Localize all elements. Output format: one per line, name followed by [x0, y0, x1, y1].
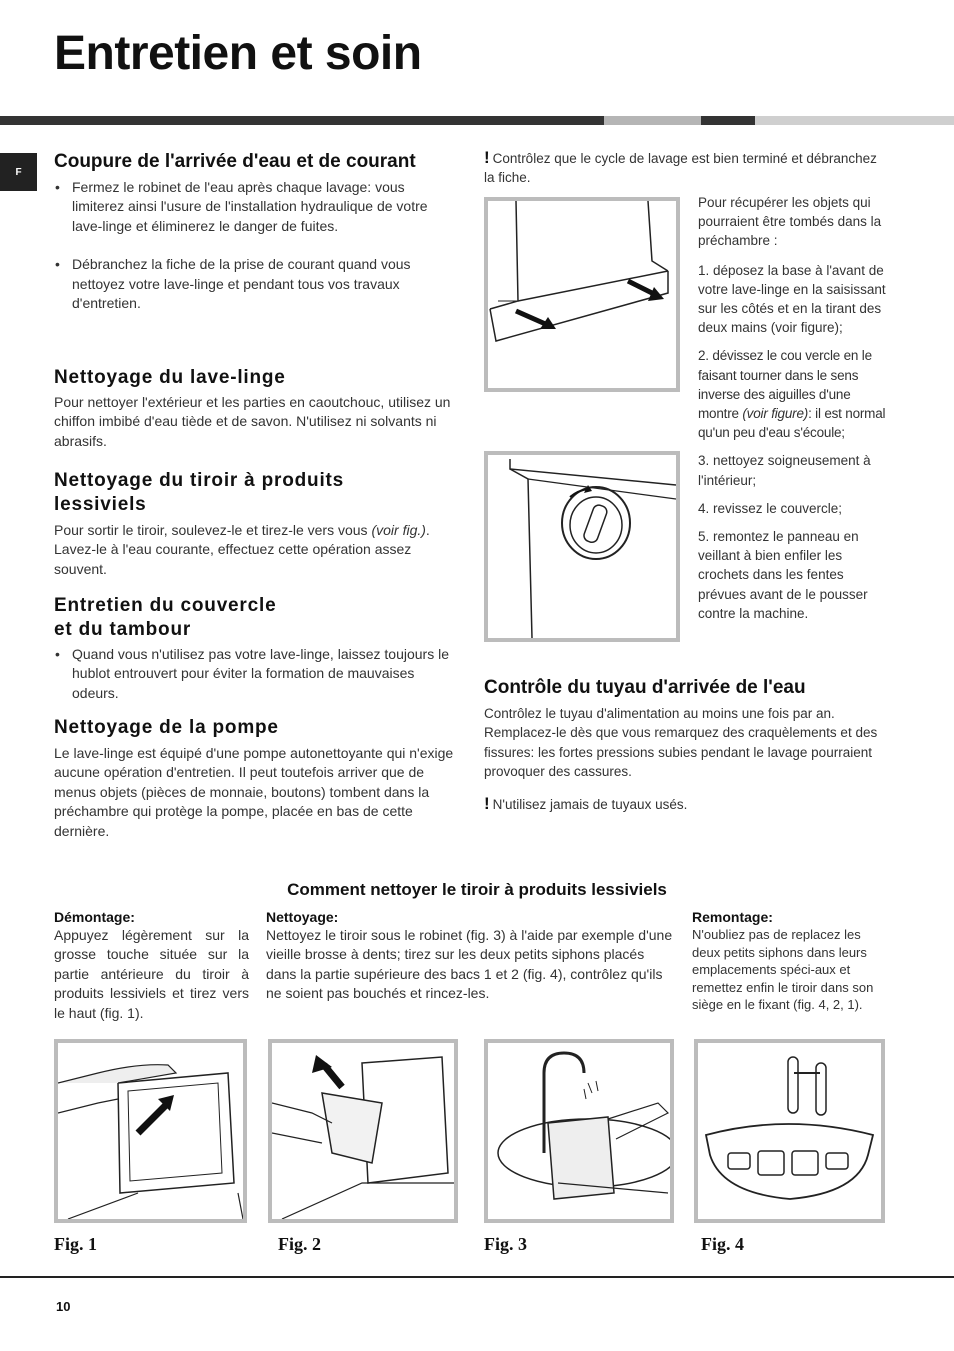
- section-text: Contrôlez le tuyau d'alimentation au moins une fois par an. Remplacez-le dès que vous remarquez des craquèlements et des fissures: les fortes pressions subies pendant le lavage pourraient provoquer des cassures.: [484, 706, 878, 780]
- hose-warning: ! N'utilisez jamais de tuyaux usés.: [484, 793, 688, 813]
- figure-pump-cover: [484, 451, 680, 642]
- list-item: • Quand vous n'utilisez pas votre lave-linge, laissez toujours le hublot entrouvert pour éviter la formation de mauvaises odeurs.: [72, 645, 454, 703]
- section-text: Le lave-linge est équipé d'une pompe autonettoyante qui n'exige aucune opération d'entretien. Il peut toutefois arriver que de menus objets (pièces de monnaie, boutons) tombent dans la préchambre qui protège la pompe, placée en bas de cette dernière.: [54, 745, 454, 839]
- section-text: Pour sortir le tiroir, soulevez-le et tirez-le vers vous (voir fig.). Lavez-le à l'eau courante, effectuez cette opération assez souvent.: [54, 522, 430, 577]
- drawer-demontage: [54, 909, 249, 1023]
- section-heading: Nettoyage de la pompe: [54, 717, 279, 738]
- warning-icon: !: [484, 793, 490, 813]
- figure-label: Fig. 2: [278, 1234, 321, 1254]
- pump-steps: [698, 193, 886, 632]
- drawer-text: Nettoyez le tiroir sous le robinet (fig. 3) à l'aide par exemple d'une vieille brosse à dents; tirez sur les deux petits siphons placés dans la partie supérieure des bacs 1 et 2 (fig. 4), contrôlez qu'ils ne soient pas bouchés et rincez-les.: [266, 927, 673, 1002]
- drawer-pull-illustration: [272, 1043, 454, 1219]
- figure-4: [694, 1039, 885, 1223]
- step-item: 4. revissez le couvercle;: [698, 500, 843, 516]
- drawer-text: N'oubliez pas de replacez les deux petits siphons dans leurs emplacements spéci-aux et remettez enfin le tiroir dans son siège en le fixant (fig. 4, 2, 1).: [692, 927, 874, 1013]
- figure-base-removal: [484, 197, 680, 392]
- section-lid-drum: [54, 594, 454, 703]
- figure-label: Fig. 4: [701, 1234, 744, 1254]
- section-heading: Coupure de l'arrivée d'eau et de courant: [54, 151, 416, 172]
- drawer-section: [0, 879, 954, 900]
- section-washer-cleaning: [54, 367, 454, 451]
- header-bar-light-1: [604, 116, 701, 125]
- step-item: 1. déposez la base à l'avant de votre lave-linge en la saisissant sur les côtés et en la tirant des deux mains (voir figure);: [698, 262, 886, 336]
- page-number: 10: [56, 1299, 71, 1314]
- drawer-nettoyage: [266, 909, 674, 1004]
- header-bar-dark-1: [0, 116, 604, 125]
- figure-label: Fig. 1: [54, 1234, 97, 1254]
- drawer-text: Appuyez légèrement sur la grosse touche située sur la partie antérieure du tiroir à produits lessiviels et tirez vers le haut (fig. 1).: [54, 927, 249, 1021]
- section-heading: Contrôle du tuyau d'arrivée de l'eau: [484, 677, 806, 698]
- warning-unplug: ! Contrôlez que le cycle de lavage est bien terminé et débranchez la fiche.: [484, 148, 877, 186]
- list-item: • Fermez le robinet de l'eau après chaque lavage: vous limiterez ainsi l'usure de l'installation hydraulique de votre lave-linge et éliminerez le danger de fuites.: [72, 178, 454, 236]
- subhead: Démontage:: [54, 909, 135, 925]
- footer-divider: [0, 1276, 954, 1278]
- step-item: 5. remontez le panneau en veillant à bien enfiler les crochets dans les fentes prévues avant de le pousser contre la machine.: [698, 529, 868, 621]
- section-text: Pour nettoyer l'extérieur et les parties en caoutchouc, utilisez un chiffon imbibé d'eau tiède et de savon. N'utilisez ni solvants ni abrasifs.: [54, 394, 451, 449]
- steps-intro: Pour récupérer les objets qui pourraient être tombés dans la préchambre :: [698, 195, 882, 249]
- header-bar-dark-2: [701, 116, 755, 125]
- tap-cleaning-illustration: [488, 1043, 670, 1219]
- section-heading: Nettoyage du lave-linge: [54, 367, 286, 388]
- language-tab: F: [0, 153, 37, 191]
- list-item: • Débranchez la fiche de la prise de courant quand vous nettoyez votre lave-linge et pendant tous vos travaux d'entretien.: [72, 255, 454, 313]
- drawer-heading: Comment nettoyer le tiroir à produits lessiviels: [287, 880, 667, 899]
- drawer-remontage: [692, 909, 887, 1014]
- step-item: 2. dévissez le cou vercle en le faisant tourner dans le sens inverse des aiguilles d'une montre (voir figure): il est normal qu'un peu d'eau s'écoule;: [698, 348, 886, 441]
- siphons-illustration: [698, 1043, 881, 1219]
- drawer-removal-illustration: [58, 1043, 243, 1219]
- page-title: Entretien et soin: [54, 27, 422, 80]
- warning-icon: !: [484, 148, 490, 167]
- figure-label: Fig. 3: [484, 1234, 527, 1254]
- section-hose: [484, 677, 886, 814]
- header-bar-light-2: [755, 116, 954, 125]
- step-item: 3. nettoyez soigneusement à l'intérieur;: [698, 453, 871, 488]
- section-heading: Entretien du couvercle et du tambour: [54, 595, 277, 640]
- pump-cover-illustration: [488, 455, 676, 638]
- section-water-power: [54, 151, 454, 313]
- subhead: Nettoyage:: [266, 909, 339, 925]
- figure-1: [54, 1039, 247, 1223]
- section-pump: [54, 717, 454, 841]
- subhead: Remontage:: [692, 909, 773, 925]
- section-heading: Nettoyage du tiroir à produits lessiviels: [54, 470, 345, 515]
- figure-2: [268, 1039, 458, 1223]
- section-drawer-cleaning: [54, 469, 454, 579]
- figure-3: [484, 1039, 674, 1223]
- base-removal-illustration: [488, 201, 676, 388]
